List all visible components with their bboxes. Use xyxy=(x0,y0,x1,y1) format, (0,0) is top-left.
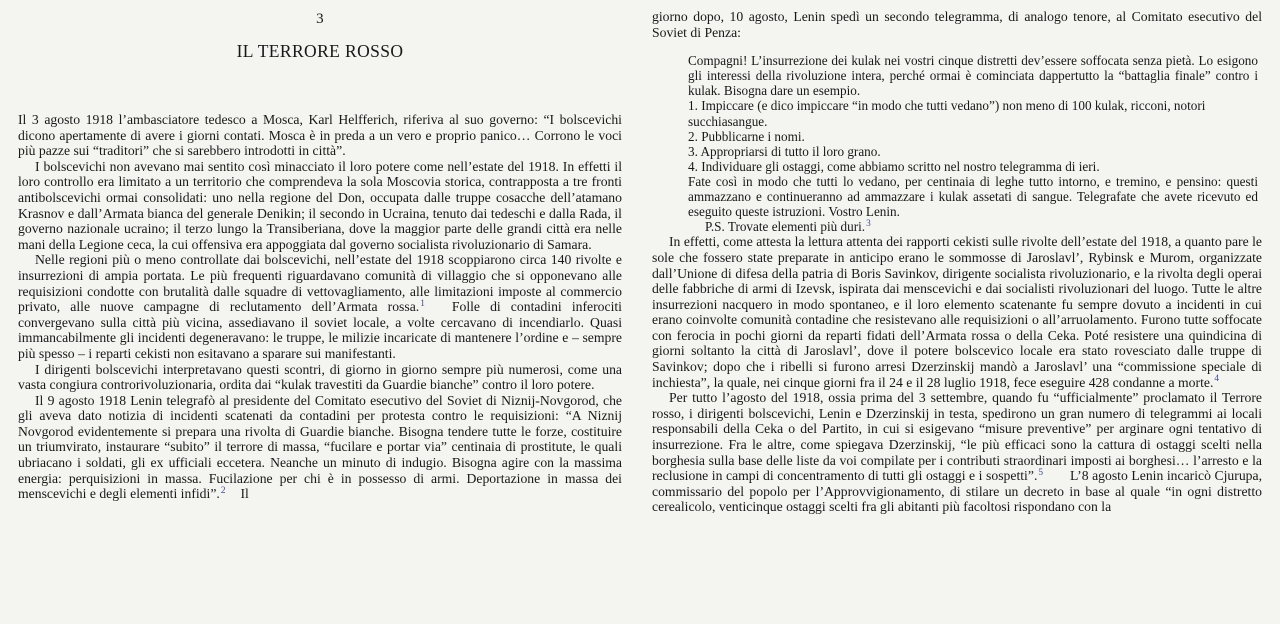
quote-line: Compagni! L’insurrezione dei kulak nei vostri cinque distretti dev’essere soffocata senza pietà. Lo esigono gli interessi della rivoluzione intera, perché ormai è cominciata dappertutto la “battaglia finale” contro i kulak. Bisogna dare un esempio. xyxy=(688,53,1258,99)
quote-line: 1. Impiccare (e dico impiccare “in modo che tutti vedano”) non meno di 100 kulak, ricconi, notori succhiasangue. xyxy=(688,98,1206,129)
paragraph-text: Per tutto l’agosto del 1918, ossia prima del 3 settembre, quando fu “ufficialmente” proclamato il Terrore rosso, i dirigenti bolscevichi, Lenin e Dzerzinskij in testa, spedirono un gran numero di telegrammi ai locali responsabili della Ceka o del Partito, in cui si esigevano “misure preventive” per arginare ogni tentativo di insurrezione. Fra le altre, come spiegava Dzerzinskij, “le più efficaci sono la cattura di ostaggi scelti nella borghesia sulla base delle liste da voi compilate per i contributi straordinari imposti ai borghesi… l’arresto e la reclusione in campi di concentramento di tutti gli ostaggi e i sospetti”. xyxy=(652,390,1262,484)
quote-line: 2. Pubblicarne i nomi. xyxy=(688,128,805,144)
paragraph-text: In effetti, come attesta la lettura attenta dei rapporti cekisti sulle rivolte dell’estate del 1918, a quanto pare le sole che fossero state preparate in anticipo erano le sommosse di Jaroslavl’, Rybinsk e Murom, organizzate dall’Unione di difesa della patria di Boris Savinkov, dirigente socialista rivoluzionario, e la rivolta degli operai delle fabbriche di armi di Izevsk, ispirata dai menscevichi e dai socialisti rivoluzionari del luogo. Tutte le altre insurrezioni nacquero in modo spontaneo, e il loro elemento scatenante fu sempre dovuto a incidenti in cui erano coinvolte comunità contadine che resistevano alle requisizioni o all’arruolamento. Furono tutte soffocate con ferocia in pochi giorni da reparti fidati dell’Armata rossa o della Ceka. Poté resistere una quindicina di giorni soltanto la città di Jaroslavl’, dove il potere bolscevico locale era stato rovesciato dalle truppe di Savinkov; dopo che i ribelli si furono arresi Dzerzinskij mandò a Jaroslavl’ una “commissione speciale di inchiesta”, la quale, nei cinque giorni fra il 24 e il 28 luglio 1918, fece eseguire 428 condanne a morte. xyxy=(652,234,1262,390)
paragraph xyxy=(18,393,622,502)
block-quote xyxy=(652,53,1262,234)
paragraph-text: Nelle regioni più o meno controllate dai bolscevichi, nell’estate del 1918 scoppiarono circa 140 rivolte e insurrezioni di ampia portata. Le più frequenti riguardavano comunità di villaggio che si opponevano alle requisizioni condotte con brutalità dalle squadre di vettovagliamento, alle limitazioni imposte al commercio privato, alle nuove campagne di reclutamento dell’Armata rossa. xyxy=(18,252,622,315)
paragraph xyxy=(652,390,1262,515)
footnote-marker-1[interactable]: 1 xyxy=(420,298,425,309)
postscript-text: P.S. Trovate elementi più duri. xyxy=(705,219,866,235)
paragraph-text: Il 9 agosto 1918 Lenin telegrafò al presidente del Comitato esecutivo del Soviet di Niznij-Novgorod, che gli aveva dato notizia di incidenti scatenati da contadini per protesta contro le requisizioni: “A Niznij Novgorod evidentemente si prepara una rivolta di Guardie bianche. Bisogna tendere tutte le forze, costituire un triumvirato, instaurare “subito” il terrore di massa, “fucilare e portar via” centinaia di prostitute, le quali ubriacano i soldati, gli ex ufficiali eccetera. Neanche un minuto di indugio. Bisogna agire con la massima energia: perquisizioni in massa. Fucilazione per chi è in possesso di armi. Deportazione in massa dei menscevichi e degli elementi infidi”. xyxy=(18,392,622,502)
paragraph-text: L’8 agosto Lenin incaricò Cjurupa, commissario del popolo per l’Approvvigionamento, di stilare un decreto in base al quale “in ogni distretto cerealicolo, venticinque ostaggi scelti fra gli abitanti più facoltosi rispondano con la xyxy=(652,468,1263,515)
paragraph: I dirigenti bolscevichi interpretavano questi scontri, di giorno in giorno sempre più numerosi, come una vasta congiura controrivoluzionaria, ordita dai “kulak travestiti da Guardie bianche” contro il loro potere. xyxy=(18,361,622,393)
paragraph-text: Il xyxy=(240,486,249,502)
paragraph-continuation: giorno dopo, 10 agosto, Lenin spedì un secondo telegramma, di analogo tenore, al Comitato esecutivo del Soviet di Penza: xyxy=(652,9,1262,40)
footnote-marker-4[interactable]: 4 xyxy=(1214,374,1220,385)
paragraph xyxy=(652,234,1262,390)
quote-line: 3. Appropriarsi di tutto il loro grano. xyxy=(688,143,881,159)
page-number: 3 xyxy=(316,11,324,27)
quote-postscript xyxy=(688,219,1258,234)
paragraph xyxy=(18,252,622,361)
paragraph-text: Folle di contadini inferociti convergevano sulla città più vicina, assediavano il soviet locale, a volte cercavano di incendiarlo. Quasi immancabilmente gli incidenti degeneravano: le truppe, le milizie incaricate di mantenere l’ordine e – sempre più spesso – i reparti cekisti non esitavano a sparare sui manifestanti. xyxy=(18,299,622,361)
quote-line: Fate così in modo che tutti lo vedano, per centinaia di leghe tutto intorno, e tremino, e pensino: questi ammazzano e continueranno ad ammazzare i kulak assetati di sangue. Telegrafate che avete ricevuto ed eseguito queste istruzioni. Vostro Lenin. xyxy=(688,173,1258,220)
chapter-title: IL TERRORE ROSSO xyxy=(236,41,404,61)
quote-line: 4. Individuare gli ostaggi, come abbiamo scritto nel nostro telegramma di ieri. xyxy=(688,158,1100,174)
paragraph: Il 3 agosto 1918 l’ambasciatore tedesco a Mosca, Karl Helfferich, riferiva al suo governo: “I bolscevichi dicono apertamente di avere i giorni contati. Mosca è in preda a un vero e proprio panico… Corrono le voci più pazze sui “traditori” che si sarebbero introdotti in città”. xyxy=(18,112,622,159)
footnote-marker-5[interactable]: 5 xyxy=(1038,467,1044,478)
footnote-marker-3[interactable]: 3 xyxy=(866,218,871,229)
left-column-body xyxy=(18,112,622,502)
right-column-body xyxy=(652,0,1262,515)
right-column xyxy=(640,0,1280,624)
footnote-marker-2[interactable]: 2 xyxy=(220,485,226,496)
paragraph: I bolscevichi non avevano mai sentito così minacciato il loro potere come nell’estate del 1918. In effetti il loro controllo era limitato a un territorio che comprendeva la sola Moscovia storica, contrapposta a tre fronti antibolscevichi ormai consolidati: uno nella regione del Don, occupata dalle truppe cosacche dell’atamano Krasnov e dall’Armata bianca del generale Denikin; il secondo in Ucraina, tenuto dai tedeschi e dalla Rada, il governo nazionale ucraino; il terzo lungo la Transiberiana, dove la maggior parte delle grandi città era nelle mani della Legione ceca, la cui offensiva era appoggiata dal governo socialista rivoluzionario di Samara. xyxy=(18,158,622,252)
chapter-heading xyxy=(18,0,622,62)
